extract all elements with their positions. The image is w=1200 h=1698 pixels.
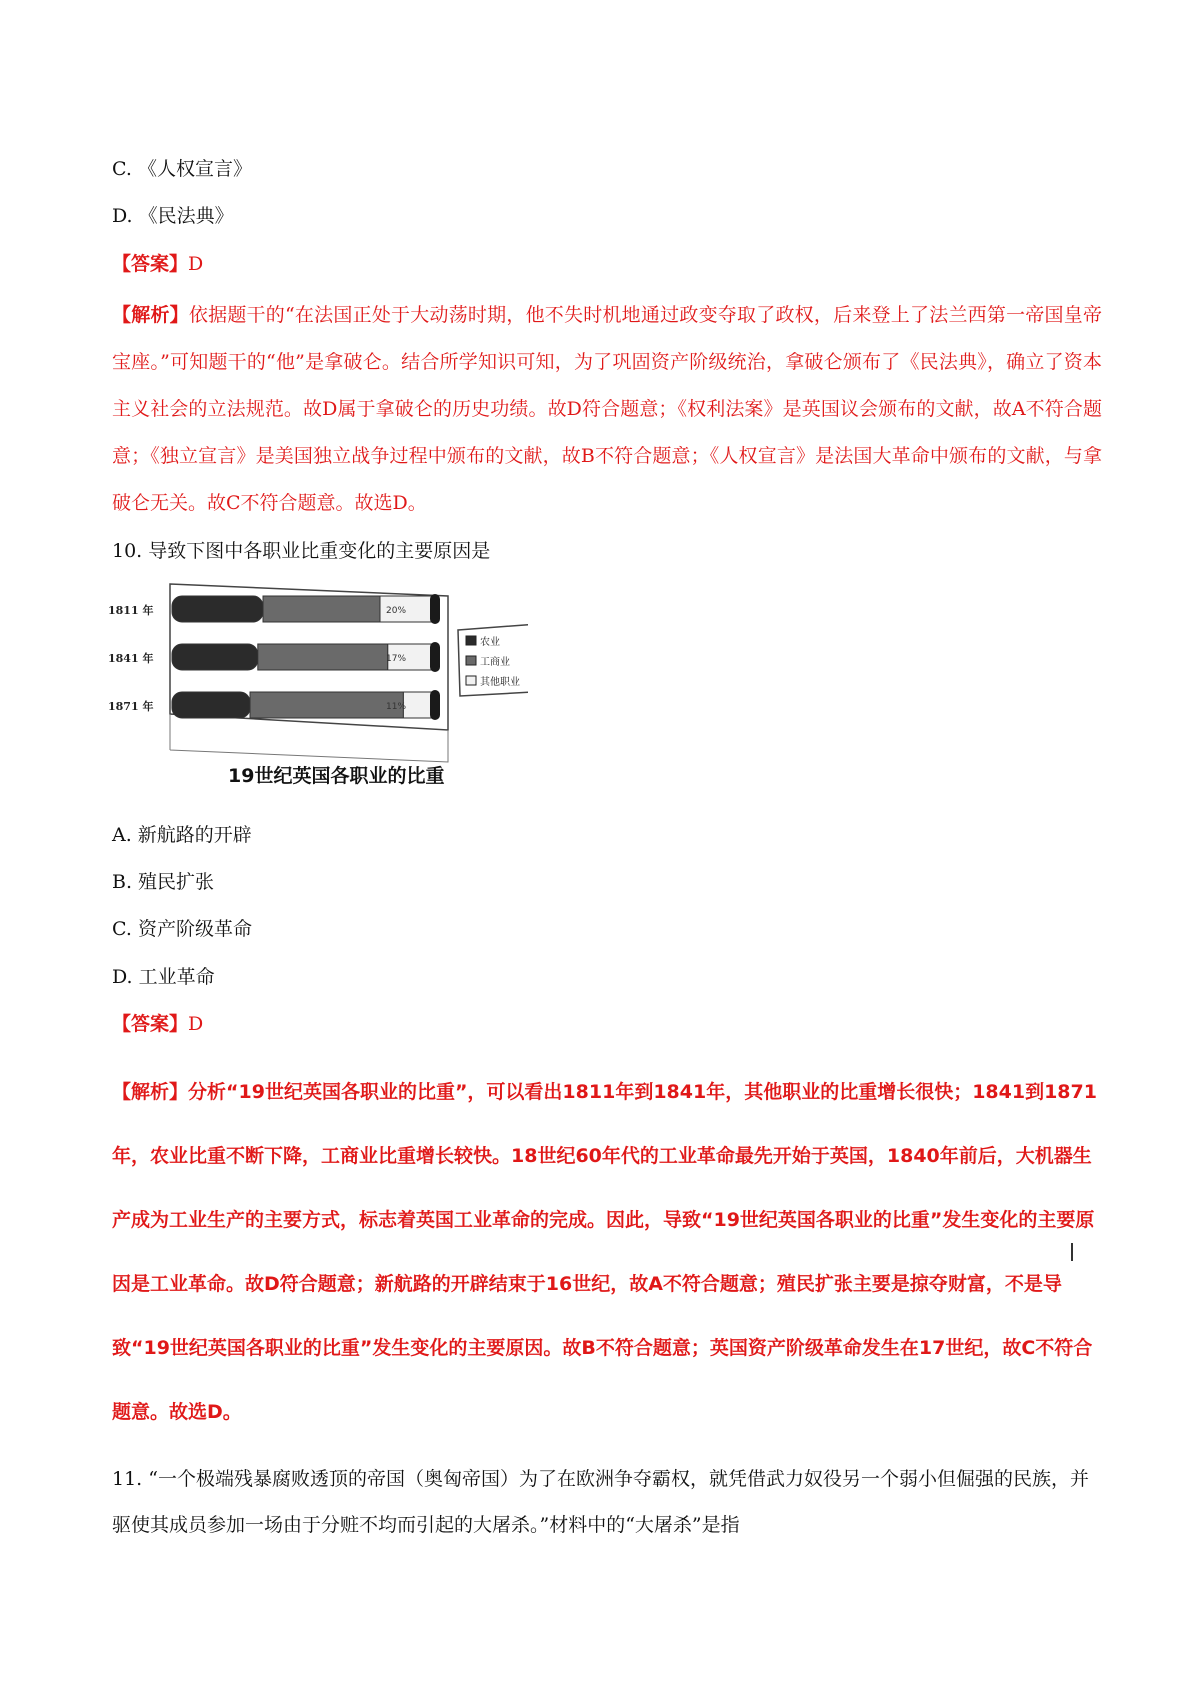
q11-question: 11. “一个极端残暴腐败透顶的帝国（奥匈帝国）为了在欧洲争夺霸权，就凭借武力奴役另一个弱小但倔强的民族，并驱使其成员参加一场由于分赃不均而引起的大屠杀。”材料中的“大屠杀”是指 — [112, 1468, 1089, 1536]
answer-value: D — [188, 253, 204, 275]
category-label: 1811 年 — [108, 604, 154, 617]
bar-segment-agriculture — [172, 596, 263, 622]
legend-swatch — [466, 656, 476, 665]
bar-value-label: 17% — [386, 654, 407, 664]
bar-value-label: 11% — [386, 702, 407, 712]
q9-option-d[interactable]: D. 《民法典》 — [112, 205, 234, 227]
q9-answer — [112, 251, 203, 277]
legend-swatch — [466, 676, 476, 685]
legend-label: 其他职业 — [480, 677, 520, 688]
q10-option-d[interactable]: D. 工业革命 — [112, 966, 215, 988]
bar-segment-agriculture — [172, 692, 250, 718]
q9-analysis — [112, 292, 1102, 527]
chart-title: 19世纪英国各职业的比重 — [228, 765, 445, 787]
occupation-chart — [108, 572, 528, 792]
category-label: 1841 年 — [108, 652, 154, 665]
analysis-text: 依据题干的“在法国正处于大动荡时期，他不失时机地通过政变夺取了政权，后来登上了法兰西第一帝国皇帝宝座。”可知题干的“他”是拿破仑。结合所学知识可知，为了巩固资产阶级统治，拿破仑颁布了《民法典》，确立了资本主义社会的立法规范。故D属于拿破仑的历史功绩。故D符合题意；《权利法案》是英国议会颁布的文献，故A不符合题意；《独立宣言》是美国独立战争过程中颁布的文献，故B不符合题意；《人权宣言》是法国大革命中颁布的文献，与拿破仑无关。故C不符合题意。故选D。 — [112, 304, 1102, 514]
legend-label: 工商业 — [480, 657, 510, 668]
q9-option-c[interactable]: C. 《人权宣言》 — [112, 158, 252, 180]
legend-swatch — [466, 636, 476, 645]
bar-segment-other — [403, 692, 432, 718]
bar-segment-industry — [263, 596, 380, 622]
bar-segment-industry — [250, 692, 403, 718]
analysis-text: 分析“19世纪英国各职业的比重”，可以看出1811年到1841年，其他职业的比重增长很快；1841到1871年，农业比重不断下降，工商业比重增长较快。18世纪60年代的工业革命最先开始于英国，1840年前后，大机器生产成为工业生产的主要方式，标志着英国工业革命的完成。因此，导致“19世纪英国各职业的比重”发生变化的主要原因是工业革命。故D符合题意；新航路的开辟结束于16世纪，故A不符合题意；殖民扩张主要是掠夺财富，不是导致“19世纪英国各职业的比重”发生变化的主要原因。故B不符合题意；英国资产阶级革命发生在17世纪，故C不符合题意。故选D。 — [112, 1081, 1097, 1423]
bar-end-cap — [430, 690, 440, 720]
bar-segment-industry — [258, 644, 388, 670]
chart-frame-base — [170, 714, 448, 762]
legend-label: 农业 — [480, 637, 500, 648]
analysis-label: 【解析】 — [112, 1081, 189, 1103]
category-label: 1871 年 — [108, 700, 154, 713]
answer-label: 【答案】 — [112, 1013, 189, 1035]
q10-option-a[interactable]: A. 新航路的开辟 — [112, 824, 252, 846]
bar-end-cap — [430, 594, 440, 624]
bar-end-cap — [430, 642, 440, 672]
bar-segment-agriculture — [172, 644, 258, 670]
q10-option-c[interactable]: C. 资产阶级革命 — [112, 918, 252, 940]
q10-question: 10. 导致下图中各职业比重变化的主要原因是 — [112, 540, 491, 562]
q10-option-b[interactable]: B. 殖民扩张 — [112, 871, 215, 893]
text-cursor — [1071, 1243, 1073, 1261]
answer-value: D — [188, 1013, 204, 1035]
bar-value-label: 20% — [386, 606, 407, 616]
answer-label: 【答案】 — [112, 253, 189, 275]
q10-answer — [112, 1011, 203, 1037]
analysis-label: 【解析】 — [112, 304, 189, 326]
q10-analysis — [112, 1060, 1102, 1444]
